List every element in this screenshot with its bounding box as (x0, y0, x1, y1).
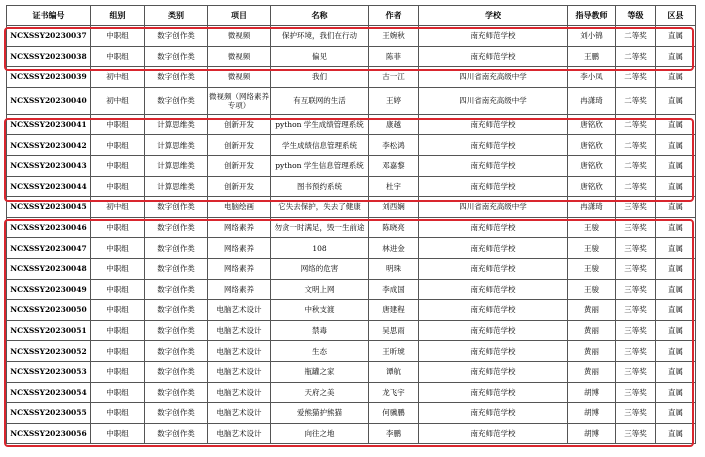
cell-district: 直属 (656, 67, 696, 88)
cell-district: 直属 (656, 135, 696, 156)
cell-category: 计算思维类 (145, 114, 208, 135)
cell-teacher: 唐铭欣 (568, 176, 616, 197)
table-row (7, 279, 696, 300)
cell-school: 南充师范学校 (419, 46, 568, 67)
cell-cert-id: NCXSSY20230051 (7, 320, 91, 341)
cell-cert-id: NCXSSY20230039 (7, 67, 91, 88)
table-row (7, 197, 696, 218)
cell-category: 数字创作类 (145, 197, 208, 218)
cell-district: 直属 (656, 87, 696, 114)
table-row (7, 46, 696, 67)
cell-teacher: 王鹏 (568, 46, 616, 67)
cell-author: 明珠 (369, 258, 419, 279)
cell-project: 微视频 (208, 46, 271, 67)
cell-level: 二等奖 (616, 67, 656, 88)
cell-name: 108 (271, 238, 369, 259)
cell-project: 电脑艺术设计 (208, 300, 271, 321)
cell-teacher: 唐铭欣 (568, 155, 616, 176)
cell-group: 中职组 (91, 217, 145, 238)
cell-group: 中职组 (91, 423, 145, 444)
cell-school: 南充师范学校 (419, 382, 568, 403)
cell-teacher: 李小凤 (568, 67, 616, 88)
table-row (7, 87, 696, 114)
cell-cert-id: NCXSSY20230043 (7, 155, 91, 176)
cell-category: 数字创作类 (145, 87, 208, 114)
cell-cert-id: NCXSSY20230041 (7, 114, 91, 135)
cell-project: 创新开发 (208, 135, 271, 156)
cell-category: 数字创作类 (145, 382, 208, 403)
cell-project: 电脑艺术设计 (208, 320, 271, 341)
cell-school: 南充师范学校 (419, 155, 568, 176)
cell-group: 中职组 (91, 135, 145, 156)
cell-cert-id: NCXSSY20230044 (7, 176, 91, 197)
cell-group: 中职组 (91, 361, 145, 382)
cell-cert-id: NCXSSY20230055 (7, 403, 91, 424)
cell-group: 初中组 (91, 67, 145, 88)
cell-level: 二等奖 (616, 176, 656, 197)
cell-district: 直属 (656, 341, 696, 362)
cell-category: 数字创作类 (145, 279, 208, 300)
cell-group: 初中组 (91, 87, 145, 114)
cell-teacher: 黄丽 (568, 361, 616, 382)
cell-project: 微视频 (208, 67, 271, 88)
award-table (6, 5, 696, 444)
cell-cert-id: NCXSSY20230038 (7, 46, 91, 67)
header-school: 学校 (419, 6, 568, 26)
cell-name: 文明上网 (271, 279, 369, 300)
table-row (7, 217, 696, 238)
cell-teacher: 唐铭欣 (568, 114, 616, 135)
cell-level: 三等奖 (616, 382, 656, 403)
header-project: 项目 (208, 6, 271, 26)
header-author: 作者 (369, 6, 419, 26)
header-category: 类别 (145, 6, 208, 26)
cell-teacher: 冉潇琦 (568, 87, 616, 114)
cell-project: 电脑艺术设计 (208, 341, 271, 362)
cell-district: 直属 (656, 238, 696, 259)
cell-author: 王婷 (369, 87, 419, 114)
cell-project: 网络素养 (208, 217, 271, 238)
cell-author: 李成国 (369, 279, 419, 300)
cell-category: 数字创作类 (145, 238, 208, 259)
cell-teacher: 冉潇琦 (568, 197, 616, 218)
cell-project: 创新开发 (208, 114, 271, 135)
cell-district: 直属 (656, 155, 696, 176)
cell-level: 三等奖 (616, 279, 656, 300)
cell-author: 李鹏 (369, 423, 419, 444)
cell-cert-id: NCXSSY20230045 (7, 197, 91, 218)
cell-teacher: 王骏 (568, 258, 616, 279)
cell-school: 南充师范学校 (419, 114, 568, 135)
cell-author: 杜宇 (369, 176, 419, 197)
cell-teacher: 胡博 (568, 382, 616, 403)
cell-teacher: 王骏 (568, 238, 616, 259)
cell-group: 中职组 (91, 382, 145, 403)
cell-project: 电脑艺术设计 (208, 423, 271, 444)
cell-district: 直属 (656, 114, 696, 135)
table-row (7, 114, 696, 135)
cell-name: 偏见 (271, 46, 369, 67)
header-district: 区县 (656, 6, 696, 26)
cell-author: 谭航 (369, 361, 419, 382)
cell-project: 电脑绘画 (208, 197, 271, 218)
cell-name: 有互联网的生活 (271, 87, 369, 114)
cell-cert-id: NCXSSY20230053 (7, 361, 91, 382)
cell-teacher: 胡博 (568, 423, 616, 444)
cell-school: 南充师范学校 (419, 320, 568, 341)
cell-project: 电脑艺术设计 (208, 361, 271, 382)
cell-school: 四川省南充高级中学 (419, 87, 568, 114)
cell-project: 创新开发 (208, 176, 271, 197)
cell-district: 直属 (656, 403, 696, 424)
cell-author: 李松鸿 (369, 135, 419, 156)
cell-name: python 学生信息管理系统 (271, 155, 369, 176)
cell-level: 三等奖 (616, 197, 656, 218)
cell-author: 吴思雨 (369, 320, 419, 341)
cell-group: 中职组 (91, 258, 145, 279)
cell-district: 直属 (656, 279, 696, 300)
cell-level: 二等奖 (616, 135, 656, 156)
table-row (7, 423, 696, 444)
cell-name: 向往之地 (271, 423, 369, 444)
cell-category: 数字创作类 (145, 341, 208, 362)
cell-category: 计算思维类 (145, 176, 208, 197)
table-row (7, 155, 696, 176)
cell-district: 直属 (656, 423, 696, 444)
table-row (7, 258, 696, 279)
cell-cert-id: NCXSSY20230037 (7, 26, 91, 47)
table-row (7, 403, 696, 424)
cell-district: 直属 (656, 361, 696, 382)
cell-name: 中秋支渡 (271, 300, 369, 321)
cell-name: 我们 (271, 67, 369, 88)
cell-cert-id: NCXSSY20230048 (7, 258, 91, 279)
table-row (7, 300, 696, 321)
cell-author: 唐建程 (369, 300, 419, 321)
table-row (7, 361, 696, 382)
cell-name: 它失去保护，失去了健康 (271, 197, 369, 218)
cell-group: 初中组 (91, 197, 145, 218)
cell-teacher: 黄丽 (568, 320, 616, 341)
cell-category: 数字创作类 (145, 258, 208, 279)
cell-district: 直属 (656, 320, 696, 341)
cell-level: 二等奖 (616, 155, 656, 176)
cell-author: 林进金 (369, 238, 419, 259)
cell-name: 天府之美 (271, 382, 369, 403)
cell-cert-id: NCXSSY20230049 (7, 279, 91, 300)
header-teacher: 指导教师 (568, 6, 616, 26)
cell-cert-id: NCXSSY20230050 (7, 300, 91, 321)
cell-name: 禁毒 (271, 320, 369, 341)
cell-category: 数字创作类 (145, 300, 208, 321)
table-row (7, 26, 696, 47)
cell-name: 保护环境，我们在行动 (271, 26, 369, 47)
cell-category: 数字创作类 (145, 217, 208, 238)
cell-level: 三等奖 (616, 258, 656, 279)
cell-level: 三等奖 (616, 341, 656, 362)
cell-project: 微视频 (208, 26, 271, 47)
cell-name: 学生成绩信息管理系统 (271, 135, 369, 156)
cell-author: 古一江 (369, 67, 419, 88)
cell-group: 中职组 (91, 341, 145, 362)
cell-school: 四川省南充高级中学 (419, 67, 568, 88)
cell-author: 刘西娴 (369, 197, 419, 218)
cell-author: 王婉秋 (369, 26, 419, 47)
cell-author: 陈菲 (369, 46, 419, 67)
cell-cert-id: NCXSSY20230046 (7, 217, 91, 238)
cell-school: 南充师范学校 (419, 217, 568, 238)
cell-category: 数字创作类 (145, 423, 208, 444)
cell-project: 电脑艺术设计 (208, 403, 271, 424)
table-row (7, 176, 696, 197)
cell-teacher: 唐铭欣 (568, 135, 616, 156)
cell-school: 南充师范学校 (419, 403, 568, 424)
table-row (7, 341, 696, 362)
header-row (7, 6, 696, 26)
cell-name: 图书预约系统 (271, 176, 369, 197)
table-row (7, 135, 696, 156)
cell-author: 陈晓亮 (369, 217, 419, 238)
cell-category: 计算思维类 (145, 135, 208, 156)
cell-district: 直属 (656, 382, 696, 403)
cell-level: 三等奖 (616, 238, 656, 259)
award-table-container (6, 5, 696, 444)
cell-teacher: 黄丽 (568, 300, 616, 321)
header-name: 名称 (271, 6, 369, 26)
cell-school: 南充师范学校 (419, 361, 568, 382)
table-row (7, 382, 696, 403)
cell-district: 直属 (656, 176, 696, 197)
cell-category: 数字创作类 (145, 46, 208, 67)
cell-district: 直属 (656, 217, 696, 238)
cell-school: 南充师范学校 (419, 300, 568, 321)
cell-group: 中职组 (91, 26, 145, 47)
cell-group: 中职组 (91, 300, 145, 321)
table-row (7, 67, 696, 88)
cell-category: 数字创作类 (145, 403, 208, 424)
cell-category: 数字创作类 (145, 320, 208, 341)
cell-school: 南充师范学校 (419, 341, 568, 362)
cell-level: 二等奖 (616, 26, 656, 47)
cell-project: 网络素养 (208, 279, 271, 300)
header-cert-id: 证书编号 (7, 6, 91, 26)
cell-school: 南充师范学校 (419, 279, 568, 300)
cell-group: 中职组 (91, 403, 145, 424)
cell-category: 数字创作类 (145, 67, 208, 88)
cell-project: 创新开发 (208, 155, 271, 176)
cell-category: 计算思维类 (145, 155, 208, 176)
cell-project: 网络素养 (208, 258, 271, 279)
cell-school: 南充师范学校 (419, 176, 568, 197)
cell-district: 直属 (656, 258, 696, 279)
header-level: 等级 (616, 6, 656, 26)
cell-author: 康越 (369, 114, 419, 135)
cell-group: 中职组 (91, 176, 145, 197)
cell-name: 生态 (271, 341, 369, 362)
cell-level: 三等奖 (616, 320, 656, 341)
cell-author: 何骥鹏 (369, 403, 419, 424)
cell-name: 网络的危害 (271, 258, 369, 279)
cell-school: 南充师范学校 (419, 258, 568, 279)
cell-cert-id: NCXSSY20230040 (7, 87, 91, 114)
cell-school: 四川省南充高级中学 (419, 197, 568, 218)
cell-cert-id: NCXSSY20230047 (7, 238, 91, 259)
cell-category: 数字创作类 (145, 361, 208, 382)
cell-level: 二等奖 (616, 114, 656, 135)
cell-district: 直属 (656, 46, 696, 67)
cell-group: 中职组 (91, 279, 145, 300)
cell-district: 直属 (656, 300, 696, 321)
cell-teacher: 王骏 (568, 217, 616, 238)
cell-level: 三等奖 (616, 361, 656, 382)
cell-school: 南充师范学校 (419, 135, 568, 156)
cell-group: 中职组 (91, 320, 145, 341)
table-row (7, 320, 696, 341)
cell-level: 三等奖 (616, 423, 656, 444)
cell-teacher: 王骏 (568, 279, 616, 300)
cell-cert-id: NCXSSY20230042 (7, 135, 91, 156)
cell-cert-id: NCXSSY20230052 (7, 341, 91, 362)
cell-level: 二等奖 (616, 87, 656, 114)
cell-project: 微视频（网络素养专项） (208, 87, 271, 114)
cell-name: 爱熊猫护熊猫 (271, 403, 369, 424)
cell-name: python 学生成绩管理系统 (271, 114, 369, 135)
cell-level: 二等奖 (616, 46, 656, 67)
cell-level: 三等奖 (616, 217, 656, 238)
cell-group: 中职组 (91, 238, 145, 259)
cell-school: 南充师范学校 (419, 423, 568, 444)
cell-author: 龙飞宇 (369, 382, 419, 403)
cell-author: 邓嘉黎 (369, 155, 419, 176)
cell-teacher: 黄丽 (568, 341, 616, 362)
cell-name: 瓶罐之家 (271, 361, 369, 382)
cell-level: 三等奖 (616, 403, 656, 424)
cell-name: 勿贪一时满足，毁一生前途 (271, 217, 369, 238)
cell-author: 王昕琥 (369, 341, 419, 362)
cell-project: 电脑艺术设计 (208, 382, 271, 403)
cell-group: 中职组 (91, 155, 145, 176)
cell-project: 网络素养 (208, 238, 271, 259)
cell-teacher: 胡博 (568, 403, 616, 424)
cell-group: 中职组 (91, 46, 145, 67)
cell-school: 南充师范学校 (419, 238, 568, 259)
cell-teacher: 刘小锦 (568, 26, 616, 47)
table-row (7, 238, 696, 259)
cell-level: 三等奖 (616, 300, 656, 321)
cell-cert-id: NCXSSY20230056 (7, 423, 91, 444)
cell-district: 直属 (656, 197, 696, 218)
cell-school: 南充师范学校 (419, 26, 568, 47)
cell-category: 数字创作类 (145, 26, 208, 47)
cell-cert-id: NCXSSY20230054 (7, 382, 91, 403)
header-group: 组别 (91, 6, 145, 26)
cell-group: 中职组 (91, 114, 145, 135)
cell-district: 直属 (656, 26, 696, 47)
